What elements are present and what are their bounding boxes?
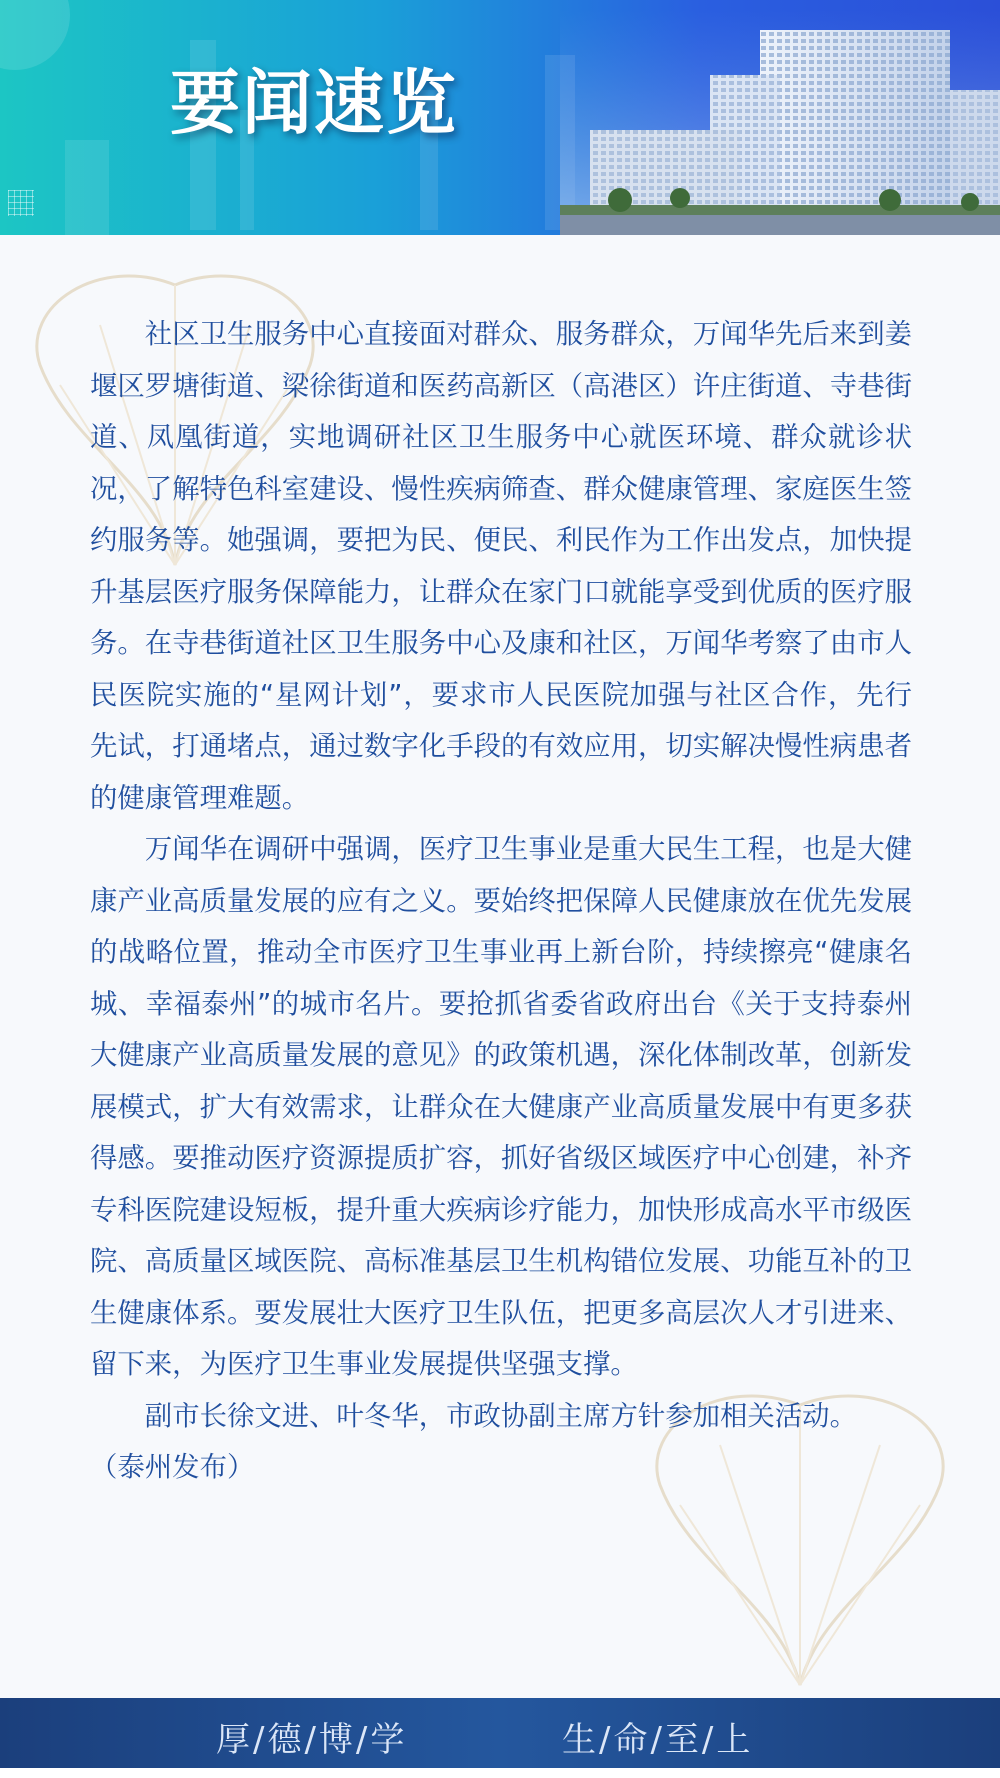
paragraph: 万闻华在调研中强调，医疗卫生事业是重大民生工程，也是大健康产业高质量发展的应有之义。要始终把保障人民健康放在优先发展的战略位置，推动全市医疗卫生事业再上新台阶，持续擦亮“健康名城、幸福泰州”的城市名片。要抢抓省委省政府出台《关于支持泰州大健康产业高质量发展的意见》的政策机遇，深化体制改革，创新发展模式，扩大有效需求，让群众在大健康产业高质量发展中有更多获得感。要推动医疗资源提质扩容，抓好省级区域医疗中心创建，补齐专科医院建设短板，提升重大疾病诊疗能力，加快形成高水平市级医院、高质量区域医院、高标准基层卫生机构错位发展、功能互补的卫生健康体系。要发展壮大医疗卫生队伍，把更多高层次人才引进来、留下来，为医疗卫生事业发展提供坚强支撑。 — [90, 834, 912, 1380]
header-banner — [0, 0, 1000, 235]
article-panel — [0, 235, 1000, 1698]
decor-grid — [8, 190, 34, 216]
paragraph: 社区卫生服务中心直接面对群众、服务群众，万闻华先后来到姜堰区罗塘街道、梁徐街道和医药高新区（高港区）许庄街道、寺巷街道、凤凰街道，实地调研社区卫生服务中心就医环境、群众就诊状况，了解特色科室建设、慢性疾病筛查、群众健康管理、家庭医生签约服务等。她强调，要把为民、便民、利民作为工作出发点，加快提升基层医疗服务保障能力，让群众在家门口就能享受到优质的医疗服务。在寺巷街道社区卫生服务中心及康和社区，万闻华考察了由市人民医院实施的“星网计划”，要求市人民医院加强与社区合作，先行先试，打通堵点，通过数字化手段的有效应用，切实解决慢性病患者的健康管理难题。 — [90, 319, 912, 814]
footer-motto-left: 厚/德/博/学 — [216, 1720, 408, 1760]
article-source: （泰州发布） — [90, 1452, 255, 1483]
article-body — [90, 309, 912, 1494]
page-title: 要闻速览 — [170, 61, 458, 144]
decor-circle — [0, 0, 70, 70]
paragraph: 副市长徐文进、叶冬华，市政协副主席方针参加相关活动。 — [144, 1400, 857, 1432]
footer-banner — [0, 1698, 1000, 1768]
decor-bar — [65, 140, 109, 235]
hospital-building-image — [560, 10, 1000, 235]
footer-motto-right: 生/命/至/上 — [562, 1720, 754, 1760]
